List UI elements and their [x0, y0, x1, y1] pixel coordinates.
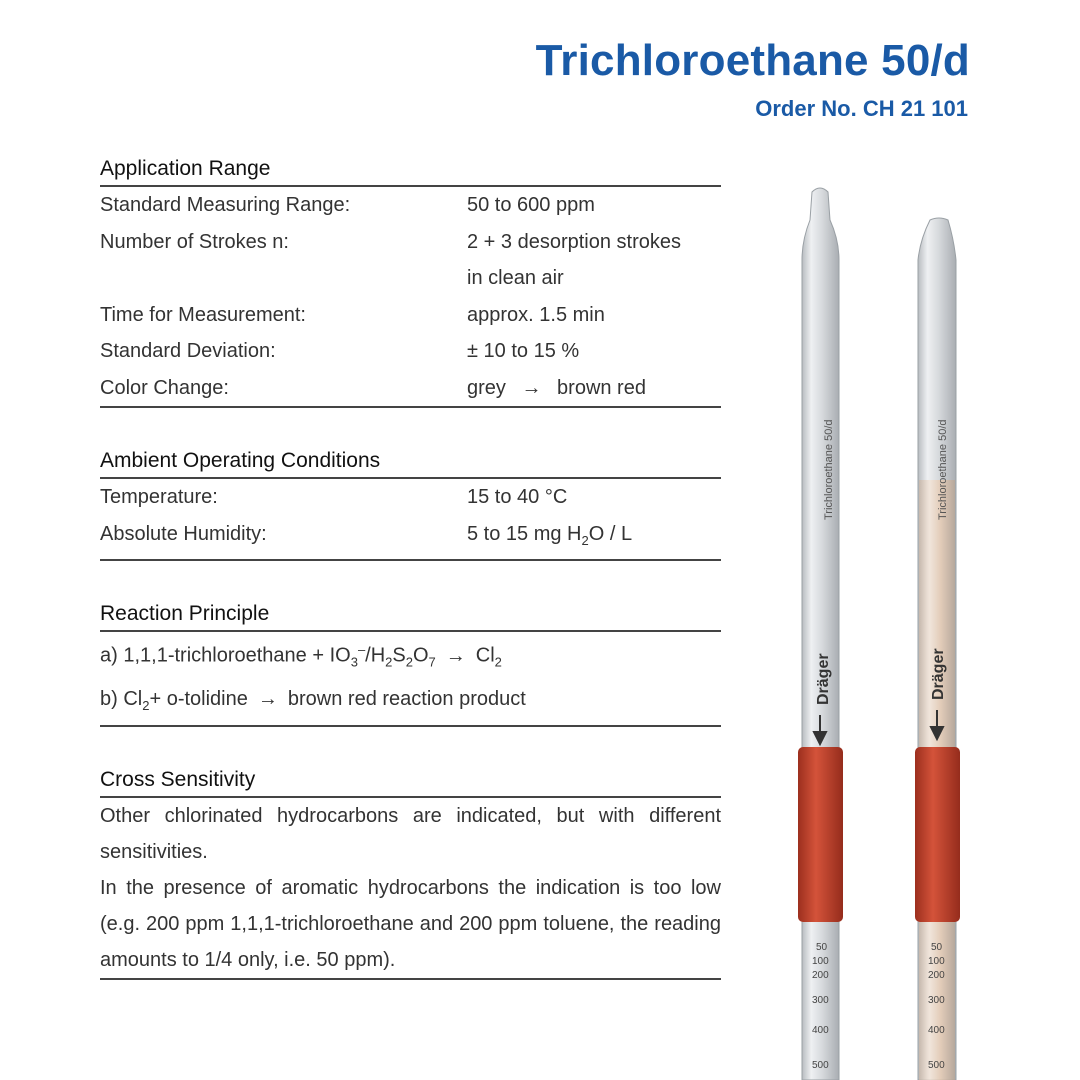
arrow-icon: →: [257, 688, 278, 711]
scale-tick: 100: [812, 956, 829, 967]
reaction-a-text: [100, 632, 502, 681]
section-title: Ambient Operating Conditions: [100, 444, 721, 479]
cross-sensitivity-section: [100, 763, 721, 980]
spec-label: Time for Measurement:: [100, 303, 306, 326]
spec-label: Standard Measuring Range:: [100, 194, 351, 216]
spec-label: Temperature:: [100, 486, 218, 508]
spec-value: ± 10 to 15 %: [467, 340, 580, 362]
spec-row: [100, 516, 721, 560]
superscript: –: [357, 642, 366, 657]
ambient-rows: [100, 479, 721, 561]
arrow-icon: →: [521, 376, 542, 399]
reaction-text: a) 1,1,1-trichloroethane + IO: [100, 644, 351, 667]
spec-row: [100, 333, 721, 370]
subscript: 2: [405, 654, 413, 670]
scale-tick: 50: [816, 942, 828, 953]
spec-value: approx. 1.5 min: [467, 303, 605, 326]
tube-unreacted: [798, 188, 843, 1080]
spec-row: [100, 479, 721, 516]
subscript: 2: [581, 532, 589, 548]
spec-value: [467, 370, 721, 407]
paragraph: Other chlorinated hydrocarbons are indicated, but with different sensitivities.: [100, 804, 721, 863]
order-number: Order No. CH 21 101: [755, 96, 968, 121]
spec-label: Color Change:: [100, 376, 229, 399]
ambient-section: [100, 444, 721, 561]
reaction-text: + o-tolidine: [149, 688, 248, 711]
spec-label: Standard Deviation:: [100, 340, 276, 362]
reaction-text: /H: [365, 644, 386, 667]
reaction-rows: [100, 632, 721, 727]
subscript: 7: [428, 654, 436, 670]
section-title: Reaction Principle: [100, 597, 721, 632]
scale-tick: 500: [812, 1060, 829, 1071]
scale-tick: 100: [928, 956, 945, 967]
reaction-b: [100, 681, 721, 725]
spec-row: [100, 224, 721, 261]
reaction-text: brown red reaction product: [287, 688, 526, 711]
brand-label: Dräger: [930, 648, 947, 700]
scale-tick: 500: [928, 1060, 945, 1071]
detector-tubes-image: [740, 180, 1080, 1080]
scale-tick: 300: [812, 995, 829, 1006]
page-title: Trichloroethane 50/d: [535, 36, 970, 85]
spec-row: [100, 260, 721, 297]
subscript: 2: [142, 698, 150, 714]
spec-value: [467, 516, 721, 560]
tube-label: Trichloroethane 50/d: [937, 419, 949, 520]
tube-reacted: [915, 218, 960, 1080]
scale-tick: 400: [928, 1025, 945, 1036]
scale-tick: 400: [812, 1025, 829, 1036]
reaction-text: Cl: [475, 644, 495, 667]
brand-label: Dräger: [815, 653, 832, 705]
spec-row: [100, 370, 721, 407]
spec-label: Number of Strokes n:: [100, 230, 289, 253]
spec-content: [100, 152, 721, 1016]
scale-tick: 200: [928, 970, 945, 981]
scale-tick: 300: [928, 995, 945, 1006]
spec-row: [100, 187, 721, 224]
scale-tick: 50: [931, 942, 943, 953]
cross-sensitivity-body: [100, 798, 721, 980]
color-from: grey: [467, 376, 506, 399]
reaction-a: [100, 632, 721, 681]
reaction-text: b) Cl: [100, 688, 143, 711]
section-title: Application Range: [100, 152, 721, 187]
humidity-text: O / L: [588, 522, 633, 545]
spec-label: Absolute Humidity:: [100, 522, 267, 545]
humidity-text: 5 to 15 mg H: [467, 522, 582, 545]
reaction-text: S: [392, 644, 406, 667]
spec-value: 50 to 600 ppm: [467, 194, 595, 216]
spec-row: [100, 297, 721, 334]
application-range-rows: [100, 187, 721, 408]
subscript: 3: [350, 654, 358, 670]
reaction-section: [100, 597, 721, 727]
spec-label: [100, 260, 467, 297]
scale-tick: 200: [812, 970, 829, 981]
arrow-icon: →: [445, 644, 466, 667]
reaction-b-text: [100, 681, 526, 725]
spec-value: 15 to 40 °C: [467, 486, 568, 508]
subscript: 2: [385, 654, 393, 670]
reaction-text: O: [412, 644, 429, 667]
application-range-section: [100, 152, 721, 408]
spec-value: in clean air: [467, 267, 564, 289]
color-to: brown red: [557, 376, 646, 399]
subscript: 2: [494, 654, 502, 670]
paragraph: In the presence of aromatic hydrocarbons the indication is too low (e.g. 200 ppm 1,1,1-trichloroethane and 200 ppm toluene, the reading amounts to 1/4 only, i.e. 50 ppm).: [100, 876, 721, 971]
tube-label: Trichloroethane 50/d: [823, 419, 835, 520]
spec-value: 2 + 3 desorption strokes: [467, 230, 682, 253]
section-title: Cross Sensitivity: [100, 763, 721, 798]
